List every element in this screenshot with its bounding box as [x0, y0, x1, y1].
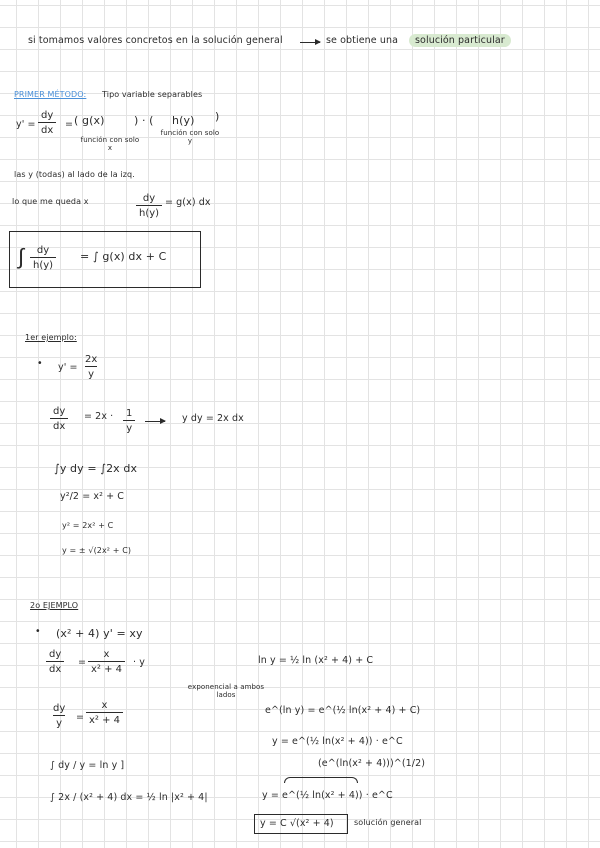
e2-x-fraction-2: $\frac{x}{\text{x² + 4}}$ [86, 700, 123, 726]
e2-brace [284, 777, 358, 783]
equals-sign: = [65, 119, 74, 130]
e1-line3: y² = 2x² + C [62, 521, 114, 530]
sep-rhs: = g(x) dx [165, 197, 211, 208]
e2-final-label: solución general [354, 818, 422, 827]
g-term: ( g(x) [74, 114, 105, 127]
e1-line2: y²/2 = x² + C [60, 491, 125, 502]
e2-eq: (x² + 4) y' = xy [56, 627, 143, 640]
e1-line1: ∫y dy = ∫2x dx [54, 462, 138, 475]
e1-rhs: = 2x · [84, 411, 114, 422]
g-note: función con solo x [80, 136, 140, 152]
e2-exp2: y = e^(½ ln(x² + 4)) · e^C [272, 736, 403, 747]
e2-final: y = C √(x² + 4) [260, 818, 334, 829]
e2-lny: ln y = ½ ln (x² + 4) + C [258, 655, 374, 666]
e2-exp1: e^(ln y) = e^(½ ln(x² + 4) + C) [265, 705, 421, 716]
method-title: PRIMER MÉTODO: [14, 90, 87, 99]
intro-text: si tomamos valores concretos en la solución general [28, 35, 283, 46]
h-term: h(y) [172, 114, 195, 127]
e2-int-rhs: ∫ 2x / (x² + 4) dx = ½ ln |x² + 4| [50, 792, 208, 803]
e2-times-y: · y [133, 657, 145, 668]
e2-equals: = [78, 657, 87, 668]
e1-result: y dy = 2x dx [182, 413, 244, 424]
e2-expo-note: exponencial a ambos lados [187, 683, 265, 699]
dydx-fraction: $\frac{dy}{dx}$ [38, 110, 56, 136]
integral-sign: ∫ [18, 245, 25, 270]
boxed-fraction: $\frac{dy}{h(y)}$ [30, 245, 56, 271]
bullet: • [37, 358, 43, 369]
boxed-rhs: = ∫ g(x) dx + C [80, 250, 167, 263]
e1-one-over-y: $\frac{1}{y}$ [123, 408, 135, 434]
e2-dydx: $\frac{dy}{dx}$ [46, 649, 64, 675]
e2-exp4: y = e^(½ ln(x² + 4)) · e^C [262, 790, 393, 801]
example1-title: 1er ejemplo: [25, 333, 77, 342]
example2-title: 2o EJEMPLO [30, 601, 79, 610]
note-left-side: las y (todas) al lado de la izq. [14, 170, 135, 179]
bullet-2: • [35, 626, 41, 637]
dot-term: ) · ( [134, 114, 154, 127]
e1-dydx: $\frac{dy}{dx}$ [50, 406, 68, 432]
e2-x-fraction: $\frac{x}{\text{x² + 4}}$ [88, 649, 125, 675]
intro-middle: se obtiene una [326, 35, 399, 46]
e1-fraction: $\frac{2x}{y}$ [85, 354, 98, 380]
yprime-label: y' = [16, 119, 36, 130]
e1-arrow [145, 421, 165, 422]
e2-equals-2: = [76, 712, 85, 723]
e2-int-lhs: ∫ dy / y = ln y ] [50, 760, 125, 771]
e1-line4: y = ± √(2x² + C) [62, 546, 132, 555]
e2-exp3: (e^(ln(x² + 4)))^(1/2) [318, 758, 426, 769]
sep-fraction: $\frac{dy}{h(y)}$ [136, 193, 162, 219]
h-note: función con solo y [160, 129, 220, 145]
note-remaining: lo que me queda x [12, 197, 89, 206]
intro-arrow [300, 42, 320, 43]
close-paren: ) [215, 110, 220, 123]
e2-dy-over-y: $\frac{dy}{y}$ [53, 703, 66, 729]
e1-yprime: y' = [58, 362, 78, 373]
method-subtitle: Tipo variable separables [102, 90, 203, 99]
intro-highlight: solución particular [409, 34, 511, 47]
